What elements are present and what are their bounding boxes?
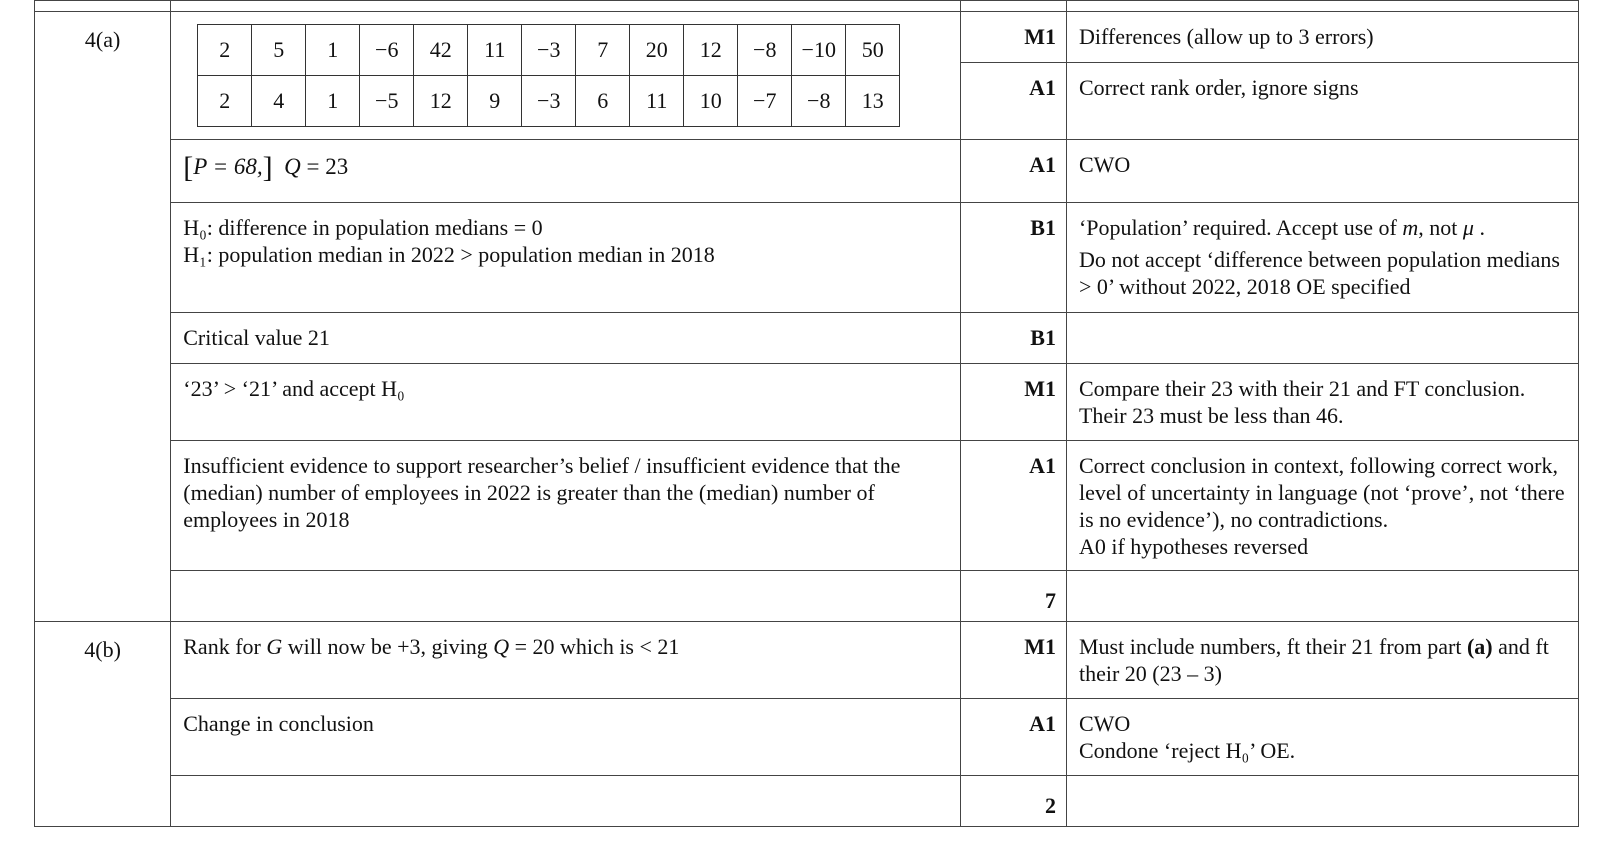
rank-cell: 13	[846, 76, 900, 127]
difference-cell: 11	[468, 25, 522, 76]
answer-compare: ‘23’ > ‘21’ and accept H₀	[171, 364, 961, 441]
guidance-a6: Compare their 23 with their 21 and FT conclusion. Their 23 must be less than 46.	[1066, 364, 1578, 441]
difference-cell: 20	[630, 25, 684, 76]
answer-conclusion: Insufficient evidence to support researcher’s belief / insufficient evidence that the (median) number of employees in 2022 is greater than the (median) number of employees in 2018	[171, 441, 961, 571]
mark-a1: M1	[960, 12, 1066, 63]
rank-cell: −8	[792, 76, 846, 127]
part-a-row-hypotheses	[35, 203, 1579, 313]
difference-cell: 12	[684, 25, 738, 76]
part-b-row-rank	[35, 622, 1579, 699]
difference-cell: 5	[252, 25, 306, 76]
difference-cell: 50	[846, 25, 900, 76]
question-label-4a: 4(a)	[35, 12, 171, 622]
mark-b2: A1	[960, 699, 1066, 776]
mark-a3: A1	[960, 140, 1066, 203]
differences-row	[198, 25, 900, 76]
difference-cell: 2	[198, 25, 252, 76]
mark-a6: M1	[960, 364, 1066, 441]
guidance-a2: Correct rank order, ignore signs	[1066, 63, 1578, 140]
differences-table-cell	[171, 12, 961, 140]
guidance-a5	[1066, 313, 1578, 364]
mark-a5: B1	[960, 313, 1066, 364]
differences-ranks-table	[197, 24, 900, 127]
guidance-b2: CWO Condone ‘reject H₀’ OE.	[1066, 699, 1578, 776]
guidance-b1: Must include numbers, ft their 21 from part (a) and ft their 20 (23 – 3)	[1066, 622, 1578, 699]
rank-cell: −7	[738, 76, 792, 127]
rank-cell: 1	[306, 76, 360, 127]
ranks-row	[198, 76, 900, 127]
difference-cell: 7	[576, 25, 630, 76]
question-label-4b: 4(b)	[35, 622, 171, 827]
part-a-row-pq	[35, 140, 1579, 203]
total-marks-b: 2	[960, 776, 1066, 827]
q-value: = 23	[300, 154, 349, 179]
part-b-row-conclusion	[35, 699, 1579, 776]
rank-cell: 10	[684, 76, 738, 127]
difference-cell: −10	[792, 25, 846, 76]
rank-cell: 12	[414, 76, 468, 127]
guidance-a1: Differences (allow up to 3 errors)	[1066, 12, 1578, 63]
alternative-hypothesis: H₁: population median in 2022 > population median in 2018	[183, 242, 715, 267]
null-hypothesis: H₀: difference in population medians = 0	[183, 215, 543, 240]
guidance-a3: CWO	[1066, 140, 1578, 203]
part-a-row-total	[35, 571, 1579, 622]
guidance-a7: Correct conclusion in context, following correct work, level of uncertainty in language (not ‘prove’, not ‘there is no evidence’), no contradictions. A0 if hypotheses reversed	[1066, 441, 1578, 571]
answer-critical-value: Critical value 21	[171, 313, 961, 364]
part-a-row-compare	[35, 364, 1579, 441]
total-marks-a: 7	[960, 571, 1066, 622]
mark-a4: B1	[960, 203, 1066, 313]
rank-cell: 2	[198, 76, 252, 127]
rank-cell: 9	[468, 76, 522, 127]
part-a-row-differences	[35, 12, 1579, 63]
part-b-row-total	[35, 776, 1579, 827]
answer-hypotheses	[171, 203, 961, 313]
difference-cell: −3	[522, 25, 576, 76]
answer-b2: Change in conclusion	[171, 699, 961, 776]
part-a-row-critical	[35, 313, 1579, 364]
rank-cell: 6	[576, 76, 630, 127]
mark-scheme-table	[34, 0, 1579, 827]
p-value: P = 68,	[193, 154, 263, 179]
difference-cell: −8	[738, 25, 792, 76]
difference-cell: −6	[360, 25, 414, 76]
answer-pq: [P = 68,] Q = 23	[171, 140, 961, 203]
answer-b1: Rank for G will now be +3, giving Q = 20 which is < 21	[171, 622, 961, 699]
part-a-row-conclusion	[35, 441, 1579, 571]
mark-scheme-page	[34, 0, 1579, 850]
q-variable: Q	[284, 154, 301, 179]
difference-cell: 42	[414, 25, 468, 76]
guidance-a4-note: Do not accept ‘difference between population medians > 0’ without 2022, 2018 OE specified	[1078, 247, 1560, 299]
rank-cell: 4	[252, 76, 306, 127]
rank-cell: −5	[360, 76, 414, 127]
mark-a2: A1	[960, 63, 1066, 140]
difference-cell: 1	[306, 25, 360, 76]
previous-row-strip	[35, 1, 1579, 12]
mark-a7: A1	[960, 441, 1066, 571]
guidance-a4: ‘Population’ required. Accept use of m, not μ . Do not accept ‘difference between population medians > 0’ without 2022, 2018 OE specified	[1066, 203, 1578, 313]
rank-cell: −3	[522, 76, 576, 127]
mark-b1: M1	[960, 622, 1066, 699]
rank-cell: 11	[630, 76, 684, 127]
